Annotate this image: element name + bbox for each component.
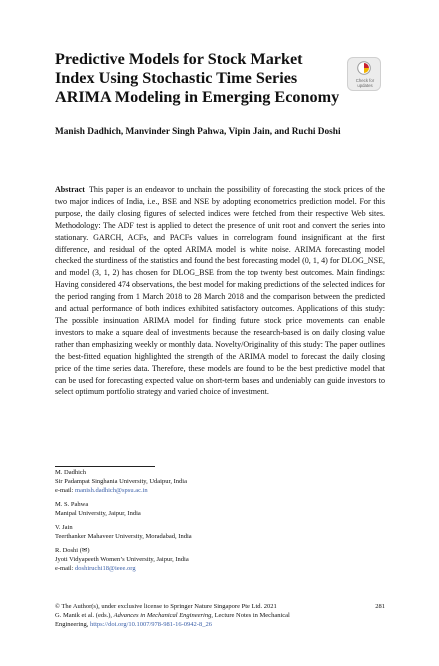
affiliation-institution: Manipal University, Jaipur, India [55, 510, 141, 517]
paper-title [55, 50, 355, 107]
page-footer [55, 602, 385, 629]
affiliation-email: e-mail: manish.dadhich@spsu.ac.in [55, 487, 148, 494]
email-link[interactable]: manish.dadhich@spsu.ac.in [75, 487, 148, 494]
affiliation [55, 546, 355, 573]
badge-label: updates [357, 83, 373, 88]
doi-link[interactable]: https://doi.org/10.1007/978-981-16-0942-8_26 [90, 621, 212, 628]
copyright-notice: © The Author(s), under exclusive license to Springer Nature Singapore Pte Ltd. 2021 [55, 603, 277, 610]
affiliation-name: M. Dadhich [55, 469, 87, 476]
author-list: Manish Dadhich, Manvinder Singh Pahwa, Vipin Jain, and Ruchi Doshi [55, 127, 341, 137]
affiliation [55, 500, 355, 518]
title-line: Index Using Stochastic Time Series [55, 69, 298, 87]
check-for-updates-badge[interactable] [347, 57, 381, 91]
affiliation [55, 468, 355, 495]
abstract-text: This paper is an endeavor to unchain the possibility of forecasting the stock prices of the two major indices of India, i.e., BSE and NSE by adopting econometrics prediction model. For this purpose, the daily closing figures of selected indices were fetched from their respective Web sites. Methodology: The ADF test is applied to detect the presence of unit root and convert the series into stationary. GARCH, ACFs, and PACFs values in correlogram found insignificant at the first difference, and residual of the opted ARIMA model is white noise. ARIMA forecasting model checked the sturdiness of the statistics and found the best forecasting model (0, 1, 4) for DLOG_NSE, and model (3, 1, 2) has chosen for DLOG_BSE from the top twenty best outcomes. Main findings: Having considered 474 observations, the best model for making predictions of the selected indices for the period ranging from 1 March 2018 to 28 March 2018 and the comparison between the predicted and actual performance of both indices exhibited satisfactory outcomes. Applications of this study: The possible insinuation ARIMA model for finding future stock price movements can enable investors to make a square deal of investments because the research-based is on daily closing value rather than emphasizing weekly or monthly data. Novelty/Originality of this study: The paper outlines the best-fitted equation highlighted the strength of the ARIMA model to forecast the daily closing price of the time series data. Therefore, these models are found to be the best predictive model that can be used for forecasting expected value on short-term bases and undeniably can guide investors to select optimum portfolio strategy and varied choice of investment. [55, 185, 385, 397]
footnote-divider [55, 466, 155, 467]
badge-label: Check for [355, 78, 375, 83]
affiliation-name: M. S. Pahwa [55, 501, 89, 508]
affiliation-email: e-mail: doshiruchi18@ieee.org [55, 565, 136, 572]
citation-doi-line: Engineering, https://doi.org/10.1007/978-981-16-0942-8_26 [55, 621, 212, 628]
affiliation-institution: Sir Padampat Singhania University, Udaipur, India [55, 478, 188, 485]
title-line: ARIMA Modeling in Emerging Economy [55, 88, 340, 106]
title-line: Predictive Models for Stock Market [55, 50, 303, 68]
affiliation-name: R. Doshi (✉) [55, 547, 90, 554]
email-link[interactable]: doshiruchi18@ieee.org [75, 565, 136, 572]
abstract-label: Abstract [55, 185, 85, 194]
affiliation-name: V. Jain [55, 524, 73, 531]
series-title: Advances in Mechanical Engineering [113, 612, 212, 619]
check-for-updates-icon [357, 61, 371, 75]
affiliation-institution: Teerthanker Mahaveer University, Moradabad, India [55, 533, 192, 540]
abstract [55, 184, 385, 398]
affiliation [55, 523, 355, 541]
page-number: 281 [375, 603, 385, 610]
citation: G. Manik et al. (eds.), Advances in Mechanical Engineering, Lecture Notes in Mechanical [55, 612, 290, 619]
affiliations [55, 468, 355, 578]
affiliation-institution: Jyoti Vidyapeeth Women’s University, Jaipur, India [55, 556, 189, 563]
